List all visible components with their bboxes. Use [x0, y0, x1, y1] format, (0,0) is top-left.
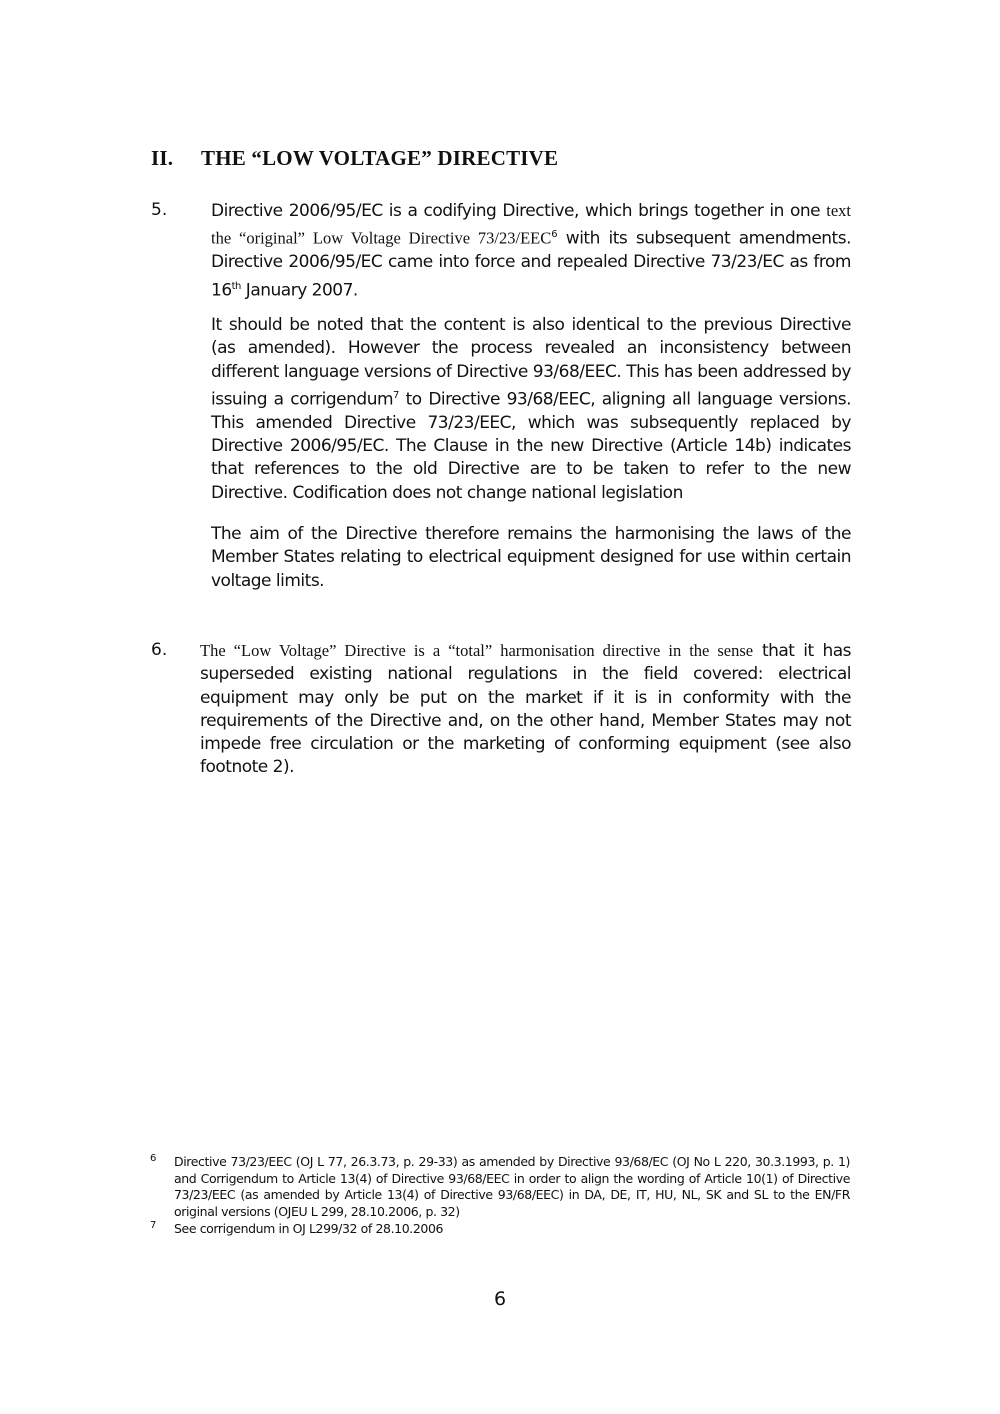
text-run: It should be noted that the content is also identical to the previous Directive (as amended). However the process revealed an inconsistency between different language versions of Directive 93/68/EEC. This has been addressed by issuing a corrigendum [211, 315, 851, 410]
page-number: 6 [493, 1288, 507, 1310]
footnote-6 [150, 1154, 850, 1220]
paragraph-5-text-3: The aim of the Directive therefore remains the harmonising the laws of the Member States relating to electrical equipment designed for use within certain voltage limits. [211, 524, 851, 591]
text-run: that it has superseded existing national regulations in the field covered: electrical equipment may only be put on the market if it is in conformity with the requirements of the Directive and, on the other hand, Member States may not impede free circulation or the marketing of conforming equipment (see also footnote 2). [200, 641, 852, 778]
footnote-text: See corrigendum in OJ L299/32 of 28.10.2006 [174, 1221, 444, 1236]
section-number: II. [151, 146, 174, 170]
footnotes [150, 1154, 850, 1239]
text-run: with its subsequent amendments. Directive 2006/95/EC came into force and repealed Directive 73/23/EC as from 16 [211, 228, 851, 301]
footnote-ref-6: 6 [551, 229, 558, 241]
paragraph-number-6: 6. [151, 640, 168, 660]
paragraph-5-text-1 [211, 199, 851, 303]
section-title: THE “LOW VOLTAGE” DIRECTIVE [201, 146, 559, 170]
text-run: Directive 2006/95/EC is a codifying Directive, which brings together in one [211, 201, 827, 221]
text-run-serif: text the “original” Low Voltage Directive 73/23/EEC [211, 201, 851, 248]
footnote-text: Directive 73/23/EEC (OJ L 77, 26.3.73, p. 29-33) as amended by Directive 93/68/EC (OJ No L 220, 30.3.1993, p. 1) and Corrigendum to Article 13(4) of Directive 93/68/EEC in order to align the wording of Article 10(1) of Directive 73/23/EEC (as amended by Article 13(4) of Directive 93/68/EEC) in DA, DE, IT, HU, NL, SK and SL to the EN/FR original versions (OJEU L 299, 28.10.2006, p. 32) [174, 1154, 850, 1219]
paragraph-number-5: 5. [151, 200, 168, 220]
text-run-serif: The “Low Voltage” Directive is a “total” harmonisation directive in the sense [200, 641, 754, 660]
section-heading [151, 146, 558, 171]
ordinal-suffix: th [231, 280, 241, 292]
footnote-mark: 6 [150, 1153, 156, 1164]
text-run: January 2007. [240, 280, 358, 301]
paragraph-5-text-2 [211, 314, 851, 505]
footnote-mark: 7 [150, 1220, 156, 1231]
paragraph-6-text [200, 639, 851, 780]
footnote-ref-7: 7 [393, 389, 399, 401]
footnote-7 [150, 1221, 850, 1238]
text-run: to Directive 93/68/EEC, aligning all language versions. This amended Directive 73/23/EEC, which was subsequently replaced by Directive 2006/95/EC. The Clause in the new Directive (Article 14b) indicates that references to the old Directive are to be taken to refer to the new Directive. Codification does not change national legislation [211, 389, 851, 503]
